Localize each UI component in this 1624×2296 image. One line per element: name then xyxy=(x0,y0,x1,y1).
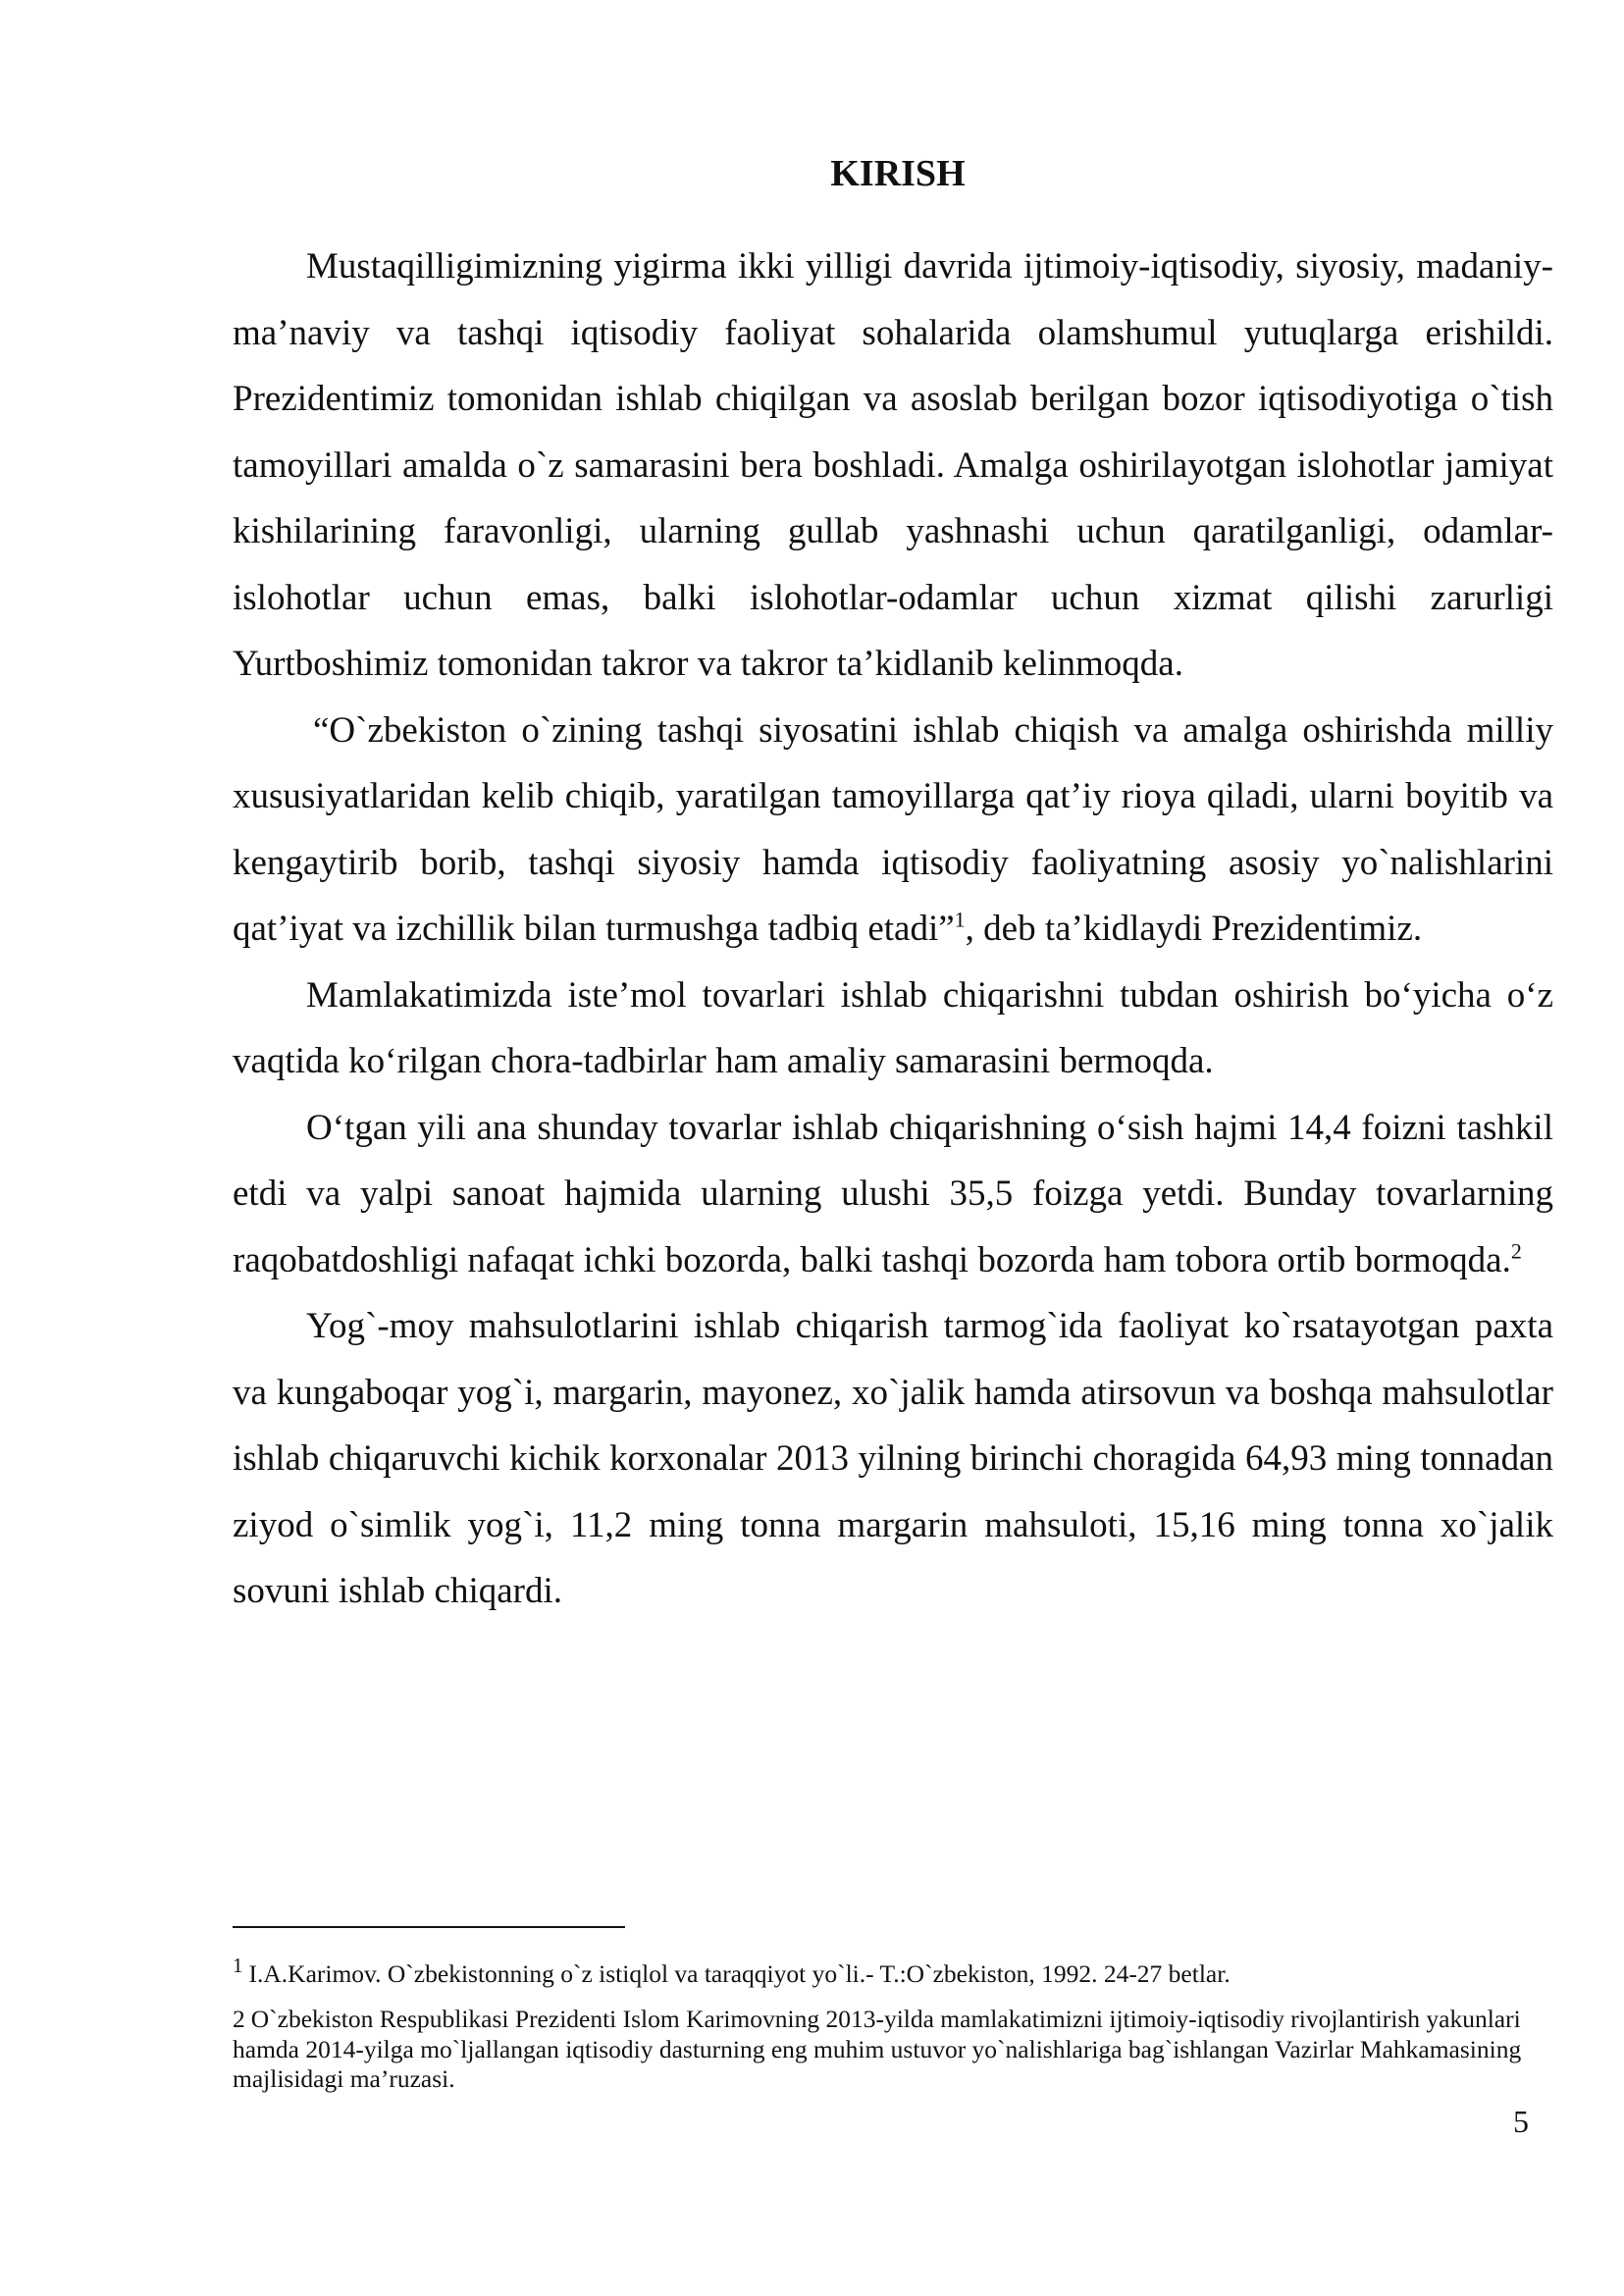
paragraph-4 xyxy=(233,1095,1553,1294)
body-text xyxy=(233,234,1553,1625)
footnotes xyxy=(233,1945,1528,2095)
footnote-1-text: I.A.Karimov. O`zbekistonning o`z istiqlol va taraqqiyot yo`li.- T.:O`zbekiston, 1992. 24-27 betlar. xyxy=(248,1959,1231,1988)
footnote-2-text: O`zbekiston Respublikasi Prezidenti Islom Karimovning 2013-yilda mamlakatimizni ijtimoiy-iqtisodiy rivojlantirish yakunlari hamda 2014-yilga mo`ljallangan iqtisodiy dasturning eng muhim ustuvor yo`nalishlariga bag`ishlangan Vazirlar Mahkamasining majlisidagi ma’ruzasi. xyxy=(233,2005,1522,2093)
footnote-1-mark: 1 xyxy=(233,1954,243,1977)
paragraph-2-after: , deb ta’kidlaydi Prezidentimiz. xyxy=(965,909,1423,949)
section-title: KIRISH xyxy=(830,153,966,194)
footnote-2 xyxy=(233,2005,1528,2095)
paragraph-3 xyxy=(233,963,1553,1095)
footnote-1 xyxy=(233,1945,1528,1995)
page-number: 5 xyxy=(1513,2104,1529,2139)
footnote-2-mark: 2 xyxy=(233,2005,245,2033)
paragraph-2-text: “O`zbekiston o`zining tashqi siyosatini ishlab chiqish va amalga oshirishda milliy xususiyatlaridan kelib chiqib, yaratilgan tamoyillarga qat’iy rioya qiladi, ularni boyitib va kengaytirib borib, tashqi siyosiy hamda iqtisodiy faoliyatning asosiy yo`nalishlarini qat’iyat va izchillik bilan turmushga tadbiq etadi” xyxy=(233,709,1553,949)
footnote-ref-2: 2 xyxy=(1510,1238,1522,1264)
footnote-separator xyxy=(233,1926,625,1928)
paragraph-5-text: Yog`-moy mahsulotlarini ishlab chiqarish tarmog`ida faoliyat ko`rsatayotgan paxta va kungaboqar yog`i, margarin, mayonez, xo`jalik hamda atirsovun va boshqa mahsulotlar ishlab chiqaruvchi kichik korxonalar 2013 yilning birinchi choragida 64,93 ming tonnadan ziyod o`simlik yog`i, 11,2 ming tonna margarin mahsuloti, 15,16 ming tonna xo`jalik sovuni ishlab chiqardi. xyxy=(233,1306,1553,1611)
paragraph-5 xyxy=(233,1293,1553,1625)
paragraph-4-text: O‘tgan yili ana shunday tovarlar ishlab chiqarishning o‘sish hajmi 14,4 foizni tashkil etdi va yalpi sanoat hajmida ularning ulushi 35,5 foizga yetdi. Bunday tovarlarning raqobatdoshligi nafaqat ichki bozorda, balki tashqi bozorda ham tobora ortib bormoqda. xyxy=(233,1107,1553,1280)
paragraph-3-text: Mamlakatimizda iste’mol tovarlari ishlab chiqarishni tubdan oshirish bo‘yicha o‘z vaqtida ko‘rilgan chora-tadbirlar ham amaliy samarasini bermoqda. xyxy=(233,974,1553,1081)
paragraph-1-text: Mustaqilligimizning yigirma ikki yilligi davrida ijtimoiy-iqtisodiy, siyosiy, madaniy-ma’naviy va tashqi iqtisodiy faoliyat sohalarida olamshumul yutuqlarga erishildi. Prezidentimiz tomonidan ishlab chiqilgan va asoslab berilgan bozor iqtisodiyotiga o`tish tamoyillari amalda o`z samarasini bera boshladi. Amalga oshirilayotgan islohotlar jamiyat kishilarining faravonligi, ularning gullab yashnashi uchun qaratilganligi, odamlar-islohotlar uchun emas, balki islohotlar-odamlar uchun xizmat qilishi zarurligi Yurtboshimiz tomonidan takror va takror ta’kidlanib kelinmoqda. xyxy=(233,246,1553,684)
footnote-ref-1: 1 xyxy=(954,907,966,932)
paragraph-1 xyxy=(233,234,1553,698)
paragraph-2-quote xyxy=(233,698,1553,963)
